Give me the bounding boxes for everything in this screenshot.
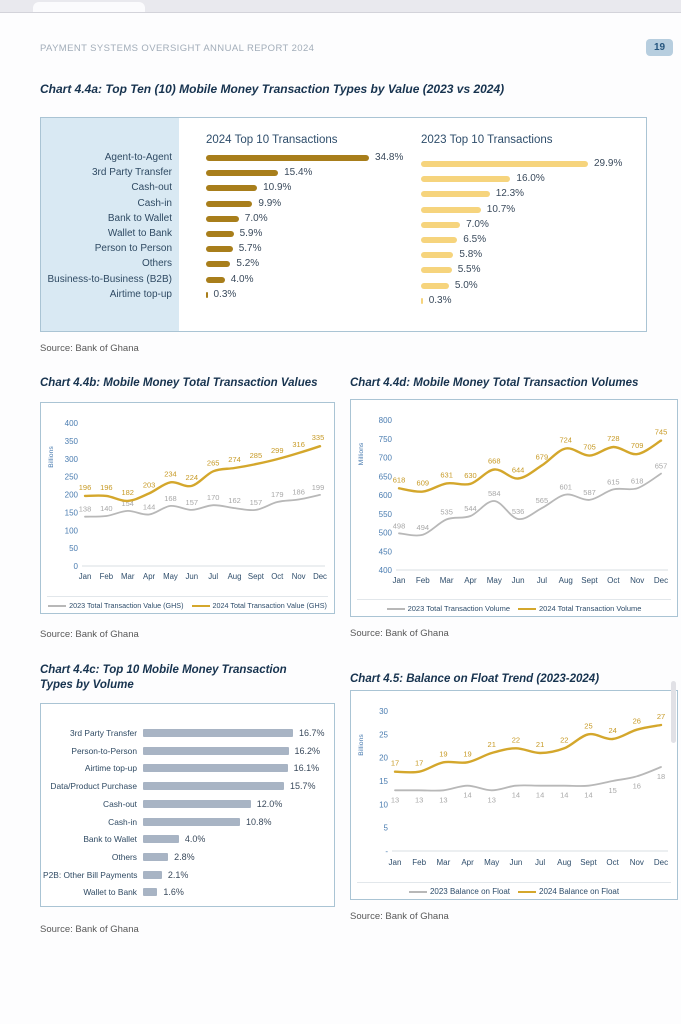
bar bbox=[421, 252, 453, 258]
data-point-label: 544 bbox=[464, 504, 477, 513]
bar bbox=[206, 155, 369, 161]
data-point-label: 618 bbox=[630, 476, 644, 486]
data-point-label: 14 bbox=[511, 790, 521, 800]
data-point-label: 498 bbox=[392, 521, 406, 531]
legend-line-swatch bbox=[409, 891, 427, 893]
category-label: Agent-to-Agent bbox=[104, 152, 172, 163]
x-tick-label: Mar bbox=[436, 858, 451, 867]
series-line bbox=[399, 441, 661, 492]
data-point-label: 25 bbox=[584, 721, 593, 731]
data-point-label: 316 bbox=[292, 440, 305, 450]
bar bbox=[143, 800, 251, 808]
category-label: Wallet to Bank bbox=[107, 228, 172, 239]
data-point-label: 265 bbox=[206, 458, 220, 468]
legend bbox=[47, 596, 328, 610]
data-point-label: 335 bbox=[311, 433, 325, 443]
chart-44b bbox=[40, 402, 335, 614]
y-tick-label: 100 bbox=[64, 526, 78, 536]
bar bbox=[206, 185, 257, 191]
bar-value-label: 7.0% bbox=[244, 212, 268, 224]
data-point-label: 535 bbox=[440, 507, 453, 517]
bar bbox=[143, 782, 284, 790]
legend-item bbox=[192, 601, 327, 610]
browser-tab[interactable] bbox=[33, 2, 145, 12]
legend bbox=[357, 599, 671, 613]
x-tick-label: May bbox=[484, 858, 500, 867]
legend-label: 2023 Balance on Float bbox=[429, 887, 510, 896]
y-tick-label: 300 bbox=[64, 454, 78, 464]
data-point-label: 21 bbox=[535, 740, 545, 749]
data-point-label: 17 bbox=[390, 758, 400, 768]
legend-item bbox=[518, 887, 619, 896]
data-point-label: 299 bbox=[271, 446, 284, 456]
bar bbox=[206, 231, 234, 237]
x-tick-label: Apr bbox=[461, 858, 474, 867]
y-axis-label: Millions bbox=[358, 442, 365, 466]
legend-item bbox=[387, 604, 510, 613]
y-tick-label: 650 bbox=[378, 472, 392, 482]
data-point-label: 13 bbox=[439, 795, 448, 805]
bar bbox=[206, 261, 230, 267]
category-label: Data/Product Purchase bbox=[50, 781, 137, 792]
data-point-label: 140 bbox=[100, 503, 113, 513]
data-point-label: 14 bbox=[560, 790, 569, 800]
bar bbox=[143, 835, 179, 843]
data-point-label: 19 bbox=[439, 749, 448, 759]
data-point-label: 22 bbox=[560, 735, 569, 745]
data-point-label: 274 bbox=[228, 455, 241, 465]
chart-44d-title: Chart 4.4d: Mobile Money Total Transaction Volumes bbox=[350, 377, 639, 389]
bar bbox=[421, 176, 510, 182]
data-point-label: 657 bbox=[654, 461, 668, 471]
x-tick-label: Aug bbox=[227, 572, 242, 581]
x-tick-label: Oct bbox=[606, 858, 619, 867]
category-label: Business-to-Business (B2B) bbox=[47, 273, 172, 285]
y-axis-label: Billions bbox=[358, 734, 365, 756]
bar bbox=[206, 246, 233, 252]
category-label: Cash-in bbox=[108, 816, 137, 827]
bar-value-label: 15.7% bbox=[290, 781, 316, 792]
y-tick-label: 15 bbox=[379, 777, 388, 786]
data-point-label: 14 bbox=[463, 790, 472, 800]
category-label: Cash-out bbox=[131, 182, 172, 194]
bar-value-label: 7.0% bbox=[466, 218, 489, 230]
bar bbox=[421, 191, 490, 197]
bar bbox=[143, 871, 162, 879]
series-header: 2023 Top 10 Transactions bbox=[421, 134, 553, 146]
y-tick-label: 20 bbox=[379, 753, 388, 763]
bar-value-label: 2.1% bbox=[167, 869, 189, 880]
data-point-label: 203 bbox=[142, 480, 156, 490]
bar bbox=[421, 283, 449, 289]
y-tick-label: - bbox=[385, 847, 388, 856]
bar bbox=[421, 207, 481, 213]
browser-tab-bar bbox=[0, 0, 681, 13]
legend-label: 2024 Total Transaction Volume bbox=[539, 604, 642, 613]
y-tick-label: 10 bbox=[379, 800, 388, 810]
data-point-label: 168 bbox=[164, 493, 177, 503]
x-tick-label: Dec bbox=[653, 576, 669, 585]
data-point-label: 179 bbox=[271, 490, 284, 500]
x-tick-label: Apr bbox=[143, 572, 156, 581]
category-label: P2B: Other Bill Payments bbox=[43, 869, 138, 880]
data-point-label: 234 bbox=[164, 469, 177, 479]
bar bbox=[206, 216, 239, 222]
x-tick-label: Jan bbox=[392, 576, 406, 585]
y-tick-label: 450 bbox=[378, 547, 392, 557]
x-tick-label: Aug bbox=[557, 858, 572, 867]
chart-44a-title: Chart 4.4a: Top Ten (10) Mobile Money Transaction Types by Value (2023 vs 2024) bbox=[40, 82, 505, 96]
bar-value-label: 16.7% bbox=[299, 728, 325, 738]
chart-4-4b-plot bbox=[41, 403, 332, 611]
x-tick-label: Mar bbox=[439, 576, 454, 585]
report-header-title: PAYMENT SYSTEMS OVERSIGHT ANNUAL REPORT 2024 bbox=[40, 43, 315, 54]
data-point-label: 615 bbox=[607, 477, 620, 487]
x-tick-label: Jun bbox=[511, 576, 525, 585]
chart-44a bbox=[40, 117, 647, 332]
category-label: Airtime top-up bbox=[109, 288, 172, 300]
y-tick-label: 50 bbox=[69, 544, 78, 554]
x-tick-label: Aug bbox=[558, 576, 573, 585]
x-tick-label: Jul bbox=[536, 576, 548, 585]
y-tick-label: 600 bbox=[378, 491, 392, 500]
y-tick-label: 800 bbox=[378, 416, 392, 425]
category-label: Bank to Wallet bbox=[107, 212, 172, 224]
bar-value-label: 1.6% bbox=[163, 887, 184, 898]
bar bbox=[206, 277, 225, 283]
x-tick-label: Sept bbox=[581, 576, 598, 585]
data-point-label: 494 bbox=[416, 522, 430, 532]
legend-line-swatch bbox=[387, 608, 405, 610]
y-tick-label: 550 bbox=[378, 509, 392, 519]
bar-value-label: 12.3% bbox=[495, 188, 525, 200]
data-point-label: 18 bbox=[656, 772, 666, 781]
data-point-label: 144 bbox=[142, 502, 156, 512]
y-axis-label: Billions bbox=[48, 446, 55, 468]
bar bbox=[421, 237, 457, 243]
legend bbox=[357, 882, 671, 896]
source-note-44a: Source: Bank of Ghana bbox=[40, 343, 139, 354]
y-tick-label: 400 bbox=[378, 566, 392, 575]
data-point-label: 644 bbox=[511, 465, 525, 475]
data-point-label: 13 bbox=[415, 795, 424, 805]
category-label: Others bbox=[141, 258, 172, 270]
x-tick-label: Dec bbox=[653, 858, 669, 867]
legend-line-swatch bbox=[518, 608, 536, 610]
x-tick-label: Oct bbox=[271, 572, 284, 581]
bar-value-label: 5.8% bbox=[459, 249, 483, 261]
y-tick-label: 700 bbox=[378, 453, 392, 463]
y-tick-label: 400 bbox=[64, 419, 78, 428]
chart-44c-title: Chart 4.4c: Top 10 Mobile Money Transaction Types by Volume bbox=[40, 664, 287, 691]
x-tick-label: Jul bbox=[208, 572, 219, 581]
bar-value-label: 0.3% bbox=[213, 288, 237, 300]
data-point-label: 285 bbox=[249, 451, 263, 461]
data-point-label: 587 bbox=[583, 487, 596, 497]
legend-item bbox=[518, 604, 641, 613]
source-note-44c: Source: Bank of Ghana bbox=[40, 924, 139, 935]
data-point-label: 630 bbox=[464, 470, 477, 480]
y-tick-label: 0 bbox=[73, 562, 78, 571]
data-point-label: 182 bbox=[121, 487, 134, 497]
y-tick-label: 150 bbox=[64, 508, 78, 518]
x-tick-label: Apr bbox=[464, 576, 477, 585]
bar bbox=[206, 170, 278, 176]
data-point-label: 618 bbox=[392, 475, 406, 485]
bar-value-label: 34.8% bbox=[375, 152, 404, 163]
data-point-label: 162 bbox=[228, 496, 241, 506]
legend-label: 2023 Total Transaction Value (GHS) bbox=[69, 601, 184, 610]
data-point-label: 17 bbox=[415, 758, 424, 768]
data-point-label: 565 bbox=[535, 496, 549, 506]
data-point-label: 745 bbox=[654, 427, 668, 437]
bar-value-label: 16.1% bbox=[293, 763, 320, 774]
bar bbox=[143, 853, 168, 861]
bar-value-label: 5.0% bbox=[454, 279, 478, 291]
series-line bbox=[395, 725, 661, 772]
category-label: 3rd Party Transfer bbox=[69, 728, 137, 738]
page-number-badge: 19 bbox=[646, 39, 673, 56]
y-tick-label: 25 bbox=[379, 730, 388, 740]
category-label: Wallet to Bank bbox=[83, 887, 137, 898]
bar bbox=[143, 818, 240, 826]
scrollbar-thumb[interactable] bbox=[671, 681, 676, 743]
bar bbox=[143, 747, 289, 755]
data-point-label: 27 bbox=[656, 712, 666, 721]
data-point-label: 14 bbox=[535, 790, 545, 800]
legend-item bbox=[48, 601, 183, 610]
data-point-label: 26 bbox=[632, 716, 641, 726]
bar-value-label: 5.7% bbox=[238, 243, 262, 255]
chart-44d bbox=[350, 399, 678, 617]
y-tick-label: 350 bbox=[64, 436, 78, 446]
bar-value-label: 5.9% bbox=[239, 228, 263, 239]
source-note-45: Source: Bank of Ghana bbox=[350, 911, 449, 922]
x-tick-label: May bbox=[163, 572, 178, 581]
category-label: Bank to Wallet bbox=[83, 834, 137, 845]
legend-line-swatch bbox=[192, 605, 210, 607]
legend-line-swatch bbox=[518, 891, 536, 893]
bar bbox=[206, 201, 252, 207]
bar bbox=[143, 729, 293, 737]
y-tick-label: 30 bbox=[379, 707, 388, 716]
bar-value-label: 0.3% bbox=[428, 294, 452, 306]
bar-value-label: 6.5% bbox=[463, 234, 487, 245]
y-tick-label: 200 bbox=[64, 490, 78, 500]
data-point-label: 679 bbox=[535, 452, 549, 462]
x-tick-label: Jun bbox=[509, 858, 523, 867]
legend-line-swatch bbox=[48, 605, 66, 607]
series-line bbox=[85, 446, 320, 501]
category-label: Person-to-Person bbox=[71, 745, 137, 756]
chart-4-4d-plot bbox=[351, 400, 675, 614]
data-point-label: 196 bbox=[78, 482, 92, 492]
bar-value-label: 4.0% bbox=[184, 834, 206, 845]
bar bbox=[143, 888, 157, 896]
category-label: Airtime top-up bbox=[84, 763, 137, 774]
category-label: Person to Person bbox=[94, 243, 172, 255]
x-tick-label: May bbox=[486, 576, 502, 585]
series-line bbox=[85, 495, 320, 517]
x-tick-label: Feb bbox=[412, 858, 427, 867]
data-point-label: 157 bbox=[185, 497, 199, 507]
source-note-44b: Source: Bank of Ghana bbox=[40, 629, 139, 640]
data-point-label: 154 bbox=[121, 498, 134, 508]
data-point-label: 22 bbox=[511, 735, 521, 745]
source-note-44d: Source: Bank of Ghana bbox=[350, 628, 449, 639]
x-tick-label: Nov bbox=[630, 576, 645, 585]
data-point-label: 668 bbox=[488, 456, 501, 466]
x-tick-label: Oct bbox=[607, 576, 620, 585]
data-point-label: 609 bbox=[416, 478, 430, 488]
x-tick-label: Mar bbox=[121, 572, 135, 581]
data-point-label: 601 bbox=[559, 482, 572, 492]
series-line bbox=[399, 474, 661, 536]
x-tick-label: Jan bbox=[388, 858, 402, 867]
bar-value-label: 9.9% bbox=[258, 197, 282, 209]
category-label: Cash-out bbox=[103, 798, 137, 809]
data-point-label: 536 bbox=[511, 507, 525, 516]
data-point-label: 16 bbox=[632, 781, 641, 791]
data-point-label: 14 bbox=[584, 790, 593, 800]
bar bbox=[421, 267, 452, 273]
data-point-label: 21 bbox=[487, 740, 496, 749]
data-point-label: 724 bbox=[559, 435, 572, 445]
data-point-label: 138 bbox=[78, 504, 92, 514]
data-point-label: 186 bbox=[292, 487, 305, 497]
bar-value-label: 12.0% bbox=[256, 798, 283, 809]
bar-value-label: 10.7% bbox=[486, 203, 516, 215]
data-point-label: 224 bbox=[185, 472, 199, 482]
y-tick-label: 750 bbox=[378, 434, 392, 444]
bar bbox=[421, 161, 588, 167]
chart-4-5-plot bbox=[351, 691, 675, 897]
legend-label: 2023 Total Transaction Volume bbox=[407, 604, 510, 613]
x-tick-label: Feb bbox=[415, 576, 430, 585]
data-point-label: 584 bbox=[488, 489, 501, 498]
bar bbox=[421, 298, 423, 304]
chart-44c bbox=[40, 703, 335, 907]
bar-value-label: 2.8% bbox=[174, 851, 195, 862]
chart-45 bbox=[350, 690, 678, 900]
x-tick-label: Jan bbox=[78, 572, 92, 581]
legend-item bbox=[409, 887, 510, 896]
category-label: Cash-in bbox=[137, 197, 172, 209]
legend-label: 2024 Total Transaction Value (GHS) bbox=[212, 601, 327, 610]
data-point-label: 13 bbox=[487, 795, 496, 805]
data-point-label: 170 bbox=[206, 493, 220, 503]
category-label: 3rd Party Transfer bbox=[91, 167, 172, 179]
bar-value-label: 16.0% bbox=[516, 173, 545, 185]
data-point-label: 15 bbox=[608, 786, 617, 795]
chart-44b-title: Chart 4.4b: Mobile Money Total Transaction Values bbox=[40, 377, 318, 389]
data-point-label: 24 bbox=[608, 726, 617, 735]
category-label: Others bbox=[111, 851, 137, 862]
x-tick-label: Dec bbox=[313, 572, 327, 581]
data-point-label: 199 bbox=[311, 482, 325, 492]
bar bbox=[206, 292, 208, 298]
x-tick-label: Jul bbox=[534, 858, 546, 867]
bar-value-label: 10.8% bbox=[246, 816, 272, 827]
bar-value-label: 5.2% bbox=[236, 258, 260, 270]
series-header: 2024 Top 10 Transactions bbox=[206, 134, 338, 146]
legend-label: 2024 Balance on Float bbox=[539, 887, 620, 896]
data-point-label: 157 bbox=[249, 497, 263, 507]
x-tick-label: Jun bbox=[185, 572, 199, 581]
bar-value-label: 5.5% bbox=[457, 264, 481, 276]
bar-value-label: 4.0% bbox=[230, 273, 254, 285]
y-tick-label: 5 bbox=[383, 823, 388, 833]
data-point-label: 631 bbox=[440, 470, 453, 480]
x-tick-label: Nov bbox=[629, 858, 644, 867]
data-point-label: 709 bbox=[630, 441, 644, 451]
data-point-label: 705 bbox=[583, 442, 596, 452]
data-point-label: 728 bbox=[607, 434, 620, 443]
chart-45-title: Chart 4.5: Balance on Float Trend (2023-2024) bbox=[350, 673, 600, 685]
data-point-label: 196 bbox=[100, 482, 113, 492]
series-line bbox=[395, 767, 661, 791]
bar-value-label: 15.4% bbox=[284, 167, 313, 179]
bar bbox=[421, 222, 460, 228]
bar bbox=[143, 764, 288, 772]
x-tick-label: Feb bbox=[99, 572, 114, 581]
x-tick-label: Nov bbox=[291, 572, 306, 581]
bar-value-label: 29.9% bbox=[594, 158, 623, 169]
x-tick-label: Sept bbox=[247, 572, 264, 581]
data-point-label: 19 bbox=[463, 749, 472, 759]
bar-value-label: 10.9% bbox=[263, 182, 292, 194]
y-tick-label: 500 bbox=[378, 528, 392, 538]
y-tick-label: 250 bbox=[64, 472, 78, 482]
bar-value-label: 16.2% bbox=[294, 745, 321, 756]
x-tick-label: Sept bbox=[580, 858, 597, 867]
data-point-label: 13 bbox=[390, 795, 400, 805]
